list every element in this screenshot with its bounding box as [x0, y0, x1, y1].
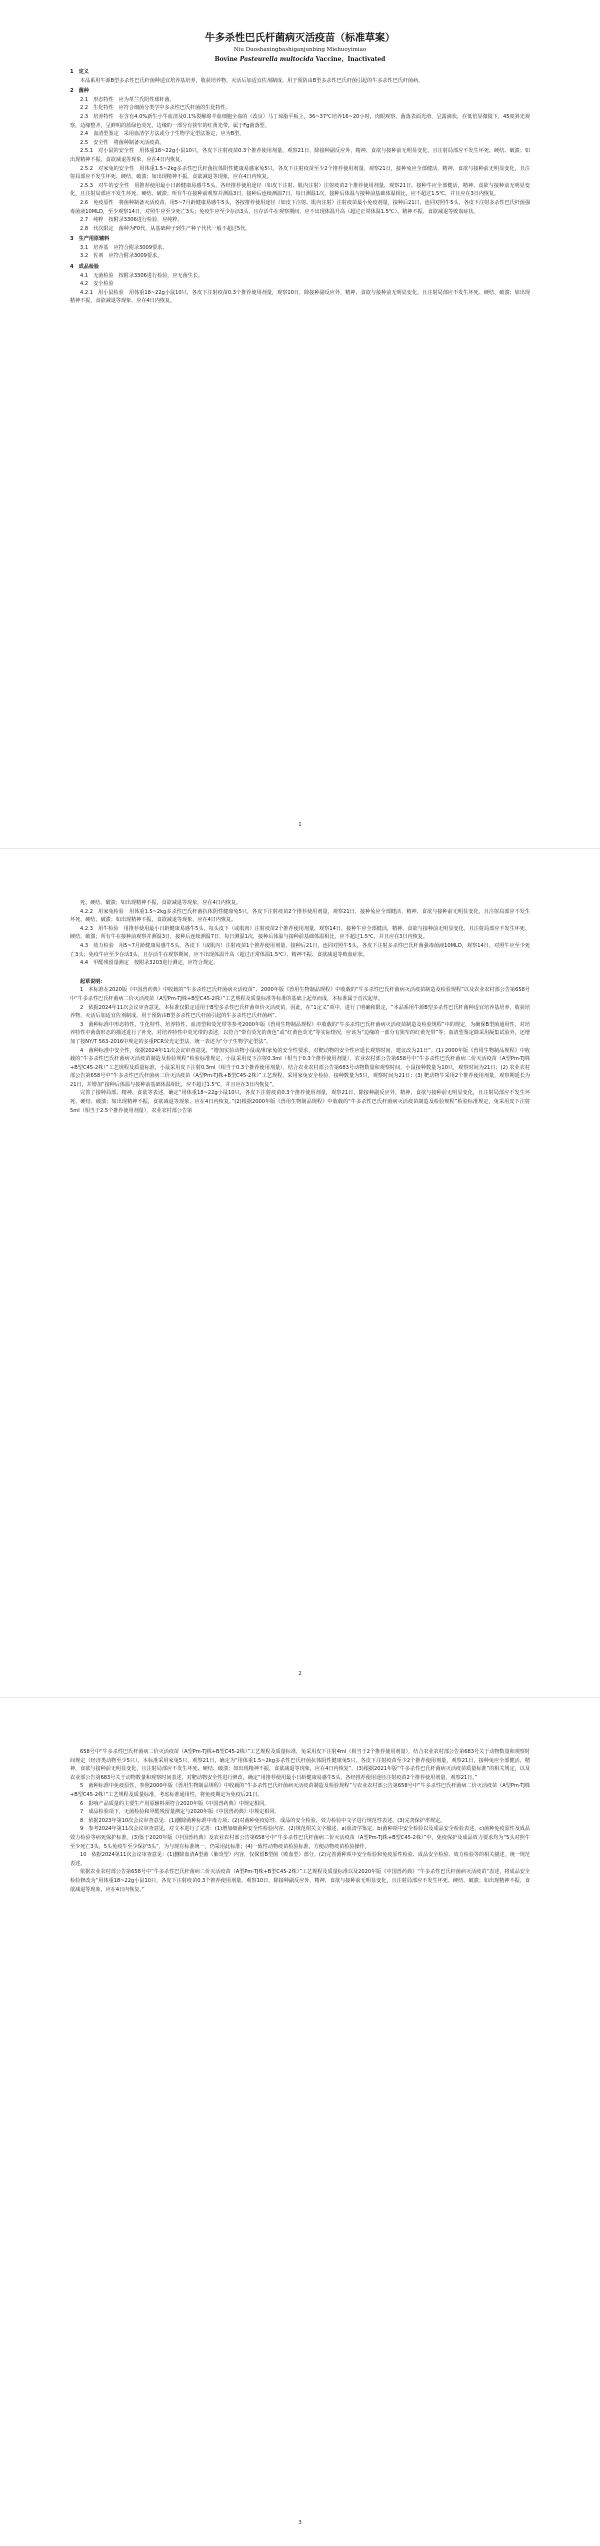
paragraph: 2.5.2 对家兔的安全性 用体重1.5~2kg多杀性巴氏杆菌抗体阴性健康易感家兔5只，各皮下注射疫苗至少2个推荐使用剂量，观察21日，接种兔应全部健活，精神、食欲与接种前无明显变化，且注射局部应不发生坏死、硬结、破溃；如出现精神不振，食欲减退等现象，应在4日内恢复。 — [70, 165, 530, 181]
paragraph: 死、硬结、破溃；如出现精神不振，食欲减退等现象，应在4日内恢复。 — [80, 900, 242, 906]
paragraph: 9 参考2024年第11次会议审查意见，对文本进行了完善：(1)增加细菌种安全性检验内容。(2)规范相关文字描述，a)血清学鉴定，b)菌种项中安全检验以及成品安全检验表述，c)菌种免疫原性及成品效力检验等病死保护标准。(3)鉴于2020年版《中国兽药典》及农业农村部公告第658号中“牛多杀性巴氏杆菌病二价灭活疫苗（A型Pm-TJ株+B型C45-2株）”中，免疫保护及成品效力要求均为“5头对照牛至少死亡3头，5头免疫牛至少保护3头”，为与现有标准统一，仍采用此标准；(4)一致性动物疫苗检验标准，方便动物疫苗检验操作。 — [70, 1826, 530, 1850]
paragraph: 4.4 甲醛残留量测定 按附录3203进行测定，应符合规定。 — [80, 960, 219, 967]
section-heading: 1 定义 — [70, 69, 89, 75]
paragraph: 2.3 培养特性 在含有4.0%新生小牛血清及0.1%裂解绵羊血细胞全血的（改良）马丁琼脂平板上，36~37℃培养16~20小时，肉眼观察，菌落表面光滑，呈露滴状，在低倍显微镜下，45度斜光观察，边缘整齐，呈鲜明的蓝绿色荧光，边缘的一部分有狭窄的红黄光带，属于Fg菌落型。 — [70, 113, 530, 129]
paragraph: 3 菌种标准中形态特性、生化特性、培养特性、血清型和荧光带等参考2000年版《兽用生物制品规程》中收载的“牛多杀性巴氏杆菌病灭活疫苗制造及检验规程”中的规定，为确保B型菌通用性，对培养特性中菌落形态的描述进行了补充，对培养特性中荧光带的表述，以符合“带有荧光的黄色”或“红黄色荧光”等实际情况，应该为“边缘的一部分有狭窄的红黄光带”等；血清型鉴定除采用凝集试验外，还增加了按NY/T 563-2016中规定的多重PCR荧光定型法，统一表述为“分子生物学定型法”。 — [70, 1021, 530, 1045]
paragraph: 3.2 佐剂 应符合附录3009要求。 — [80, 253, 163, 260]
paragraph: 4.3 效力检验 用5~7月龄健康易感牛5头，各皮下（或肌内）注射疫苗1个推荐使用剂量，接种后21日，连同对照牛5头，各皮下注射多杀性巴氏杆菌强毒菌液10MLD，观察14日。对照牛应至少死亡3头；免疫牛应至少存活3头，且存活牛在观察期间，应不出现体温升高（超过正常体温1.5℃）、精神不振、食欲减退等败血症状。 — [70, 942, 530, 958]
paragraph: 2.2 生化特性 应符合细菌分类学中多杀性巴氏杆菌的生化特性。 — [80, 105, 231, 112]
title-en-species: Pasteurella multocida — [239, 56, 314, 63]
paragraph: 2 依据2024年11次会议审查意见，本标准仅限定适用于B型多杀性巴氏杆菌单价灭活疫苗，因此，在“1定义”项中，进行了明确和限定，“本品系用牛源B型多杀性巴氏杆菌种适宜培养基培养，收获培养物，灭活后加适宜佐剂制成。用于预防由B型多杀性巴氏杆菌引起的牛多杀性巴氏杆菌病”。 — [70, 1004, 530, 1020]
title-en-suffix: Vaccine，Inactivated — [313, 56, 386, 63]
paragraph: 2.7 纯粹 按附录3306进行检验，应纯粹。 — [80, 217, 183, 224]
paragraph: 依据农业农村部公告第658号中“牛多杀性巴氏杆菌病二价灭活疫苗（A型Pm-TJ株+B型C45-2株）”工艺规程及质量标准以及2020年版《中国兽药典》“牛多杀性巴氏杆菌病灭活疫苗”表述，将成品安全检验修改为“用体重18~22g小鼠10只，各皮下注射疫苗0.3个推荐使用剂量，观察10日，除接种副反应外，精神、食欲与接种前无明显变化，且注射局部应不发生坏死、硬结、破溃；如出现精神不振，食欲减退等现象，应在4日内恢复。” — [70, 1869, 530, 1893]
paragraph: 8 依据2023年第10次会议审查意见：(1)删除菌种标准中毒力项；(2)对菌种免疫原性、成品的安全检验、效力检验中文字进行规范性表述。(3)完善保护率规定。 — [80, 1817, 446, 1824]
page-3-body — [70, 1748, 530, 1894]
paragraph: 2.6 免疫原性 将菌种制备灭活疫苗，用5~7月龄健康易感牛5头，各按推荐使用途径（如皮下注射、肌内注射）注射疫苗最小免疫剂量，接种后21日，连同对照牛5头，各皮下注射多杀性巴氏杆菌强毒菌液10MLD，至少观察14日，对照牛应至少死亡3头；免疫牛应至少存活3头，且存活牛在观察期间，应不出现体温升高（超过正常体温1.5℃）、精神不振、食欲减退等败血症状。 — [70, 199, 530, 215]
page-number: 2 — [298, 1671, 302, 1678]
document-page-2 — [0, 849, 600, 1697]
paragraph: 4 菌种标准中安全性，依据2024年11次会议审查意见，“增加实验动物小鼠或/和家兔的安全性要求，对靶动物的安全性应延长观察时间，建议改为21日”。(1) 2000年版《兽用生物制品规程》中收载的“牛多杀性巴氏杆菌病灭活疫苗制造及检验规程”检验标准规定，小鼠采用皮下注射0.3ml（相当于0.3个推荐使用剂量），农业农村部公告第658号中“牛多杀性巴氏杆菌病二价灭活疫苗（A型Pm-TJ株+B型C45-2株）”工艺规程及质量标准，小鼠采用皮下注射0.3ml（相当于0.3个推荐使用剂量），结合农业农村部公告第683号动物数量和观察时间，小鼠接种数量为10只，观察时间为21日；(2) 农业农村部公告第658号中“牛多杀性巴氏杆菌病二价灭活疫苗（A型Pm-TJ株+B型C45-2株）”工艺规程，采用家兔安全检验，接种数量为5只，观察时间为21日；(3) 靶动物牛采用2个推荐使用剂量，观察期延长为21日，并增加“接种后体温与接种前基础体温相比，应不超过1.5℃，并且应在3日内恢复”。 — [70, 1047, 530, 1088]
paragraph: 4.2.2 用家兔检验 用体重1.5~2kg多杀性巴氏杆菌抗体阴性健康兔5只，各皮下注射疫苗2个推荐使用剂量，观察21日，接种兔应全部健活，精神、食欲与接种前无明显变化，且注射局部应不发生坏死、硬结、破溃；如出现精神不振，食欲减退等现象，应在4日内恢复。 — [70, 908, 530, 924]
paragraph: 7 成品检验项下，无菌检验和甲醛残留量测定与2020年版《中国兽药典》中规定相同。 — [80, 1809, 280, 1816]
paragraph: 4.2 安全检验 — [80, 281, 114, 288]
paragraph: 4.2.1 用小鼠检验 用体重18~22g小鼠10只，各皮下注射疫苗0.3个推荐使用剂量，观察10日，除接种副反应外，精神、食欲与接种前无明显变化，且注射局部应不发生坏死、硬结、破溃；如出现精神不振，食欲减退等现象，应在4日内恢复。 — [70, 289, 530, 305]
paragraph: 4.1 无菌检验 按附录3306进行检验，应无菌生长。 — [80, 272, 203, 279]
page-number: 3 — [298, 2520, 302, 2527]
paragraph: 1 本标准在2020版《中国兽药典》中收载的“牛多杀性巴氏杆菌病灭活疫苗”、2000年版《兽用生物制品规程》中收载的“牛多杀性巴氏杆菌病灭活疫苗制造及检验规程”以及农业农村部公告第658号中“牛多杀性巴氏杆菌病二价灭活疫苗（A型Pm-TJ株+B型C45-2株）”工艺规程及质量标准等标准的基础上起草而成，本标准属于首次起草。 — [70, 987, 530, 1002]
paragraph: 2.1 形态特性 应为革兰氏阴性球杆菌。 — [80, 96, 175, 103]
paragraph: 2.4 血清型鉴定 采用血清学方法或分子生物学定型法鉴定，应为B型。 — [80, 131, 245, 138]
document-title: 牛多杀性巴氏杆菌病灭活疫苗（标准草案） — [205, 33, 395, 44]
page-2-body — [70, 899, 530, 1115]
paragraph: 2.5.1 对小鼠的安全性 用体重18~22g小鼠10只，各皮下注射疫苗0.3个推荐使用剂量，观察21日，除接种副反应外，精神、食欲与接种前无明显变化，且注射局部应不发生坏死、硬结、破溃；如出现精神不振，食欲减退等现象，应在4日内恢复。 — [70, 148, 530, 163]
paragraph: 本品系用牛源B型多杀性巴氏杆菌种适宜培养基培养，收获培养物，灭活后加适宜佐剂制成。用于预防由B型多杀性巴氏杆菌引起的牛多杀性巴氏杆菌病。 — [80, 77, 424, 84]
paragraph: 5 菌种标准中免疫原性，参照2000年版《兽用生物制品规程》中收载的“牛多杀性巴氏杆菌病灭活疫苗制造及检验规程”与农业农村部公告第658号中“牛多杀性巴氏杆菌病二价灭活疫苗（A型Pm-TJ株+B型C45-2株）”工艺规程及质量标准，考虑标准通用性，将免疫期定为免疫后21日。 — [70, 1783, 530, 1798]
document-page-3 — [0, 1698, 600, 2546]
section-heading: 3 生产用原辅料 — [70, 236, 110, 243]
document-title-pinyin: Niu Duoshaxingbashiganjunbing Miehuoyimiao — [233, 47, 367, 53]
section-heading: 2 菌种 — [70, 88, 89, 95]
title-en-prefix: Bovine — [214, 56, 240, 63]
paragraph: 2.5.3 对牛的安全性 用推荐使用最小日龄健康易感牛5头，各经推荐使用途径（如皮下注射、肌内注射）注射疫苗2个推荐使用剂量，观察21日。接种牛应全部健活，精神、食欲与接种前无明显变化，且注射局部应不发生坏死、硬结、破溃；所有牛在接种前观察并测温3日，接种后连续测温7日，每日测温1次，接种后体温与接种前基础体温相比，应不超过1.5℃，并且应在3日内恢复。 — [70, 182, 530, 198]
page-1-body — [70, 68, 530, 306]
paragraph: 10 依据2024第11次会议审查意见：(1)删除血清A型菌（肺炎型）内容，仅保留B型菌（败血型）部分。(2)完善菌种项中安全检验和免疫原性检验、成品安全检验、效力检验等的相关描述，统一规范表述。 — [70, 1852, 530, 1867]
document-title-english — [70, 55, 530, 64]
paragraph: 2.5 安全性 将菌种制备灭活疫苗。 — [80, 139, 165, 146]
page-number: 1 — [298, 822, 302, 829]
paragraph: 658号中“牛多杀性巴氏杆菌病二价灭活疫苗（A型Pm-TJ株+B型C45-2株）”工艺规程及质量标准，兔采用皮下注射4ml（相当于2个推荐使用剂量），结合农业农村部公告第683号关于动物数量和观察时间规定（经济类动物至少5只），本标准采用家兔5只，观察21日，确定为“用体重1.5~2kg多杀性巴氏杆菌抗体阴性健康兔5只，各皮下注射疫苗至少2个推荐使用剂量，观察21日，接种兔应全部健活，精神、食欲与接种前无明显变化，且注射局部应不发生坏死、硬结、破溃；如出现精神不振，食欲减退等现象，应在4日内恢复”。(3)根据2021年版“牛多杀性巴氏杆菌病灭活疫苗质量标准”的相关规定，以及农业部公告第683号关于动物数量和观察时间表述，对靶动物安全性进行修改，确定“用推荐使用最小日龄健康易感牛5头，各经推荐使用途径注射疫苗2个推荐使用剂量，观察21日。” — [70, 1749, 530, 1781]
section-heading: 4 成品检验 — [70, 264, 100, 271]
paragraph: 完善了接种局部、精神、食欲等表述，确定“用体重18~22g小鼠10只，各皮下注射疫苗0.3个推荐使用剂量，观察21日，除接种副反应外，精神、食欲与接种前无明显变化，且注射局部应不发生坏死、硬结、破溃；如出现精神不振，食欲减退等现象，应在4日内恢复。”(2)根据2000年版《兽用生物制品规程》中收载的“牛多杀性巴氏杆菌病灭活疫苗制造及检验规程”检验标准规定，兔采用皮下注射5ml（相当于2.5个推荐使用剂量），农业农村部公告第 — [70, 1090, 530, 1114]
paragraph: 2.8 代次限定 菌种为F0代，从基础种子到生产种子代代一般不超过5代。 — [80, 225, 251, 232]
document-page-1 — [0, 0, 600, 848]
paragraph: 3.1 培养基 应符合附录3009要求。 — [80, 244, 168, 251]
paragraph: 4.2.3 用牛检验 用推荐使用最小日龄健康易感牛5头，每头皮下（或肌肉）注射疫苗2个推荐使用剂量，观察14日，接种牛应全部健活，精神、食欲与接种前无明显变化，且注射局部应不发生坏死、硬结、破溃；所有牛在接种前观察并测温3日，接种后连续测温7日，每日测温1次，接种后体温与接种前基础体温相比，应不超过1.5℃，并且应在3日内恢复。 — [70, 925, 530, 941]
notes-heading: 起草说明： — [80, 978, 106, 985]
paragraph: 6 影响产品质量的主要生产用原辅料须符合2020年版《中国兽药典》中规定相同。 — [80, 1800, 270, 1807]
